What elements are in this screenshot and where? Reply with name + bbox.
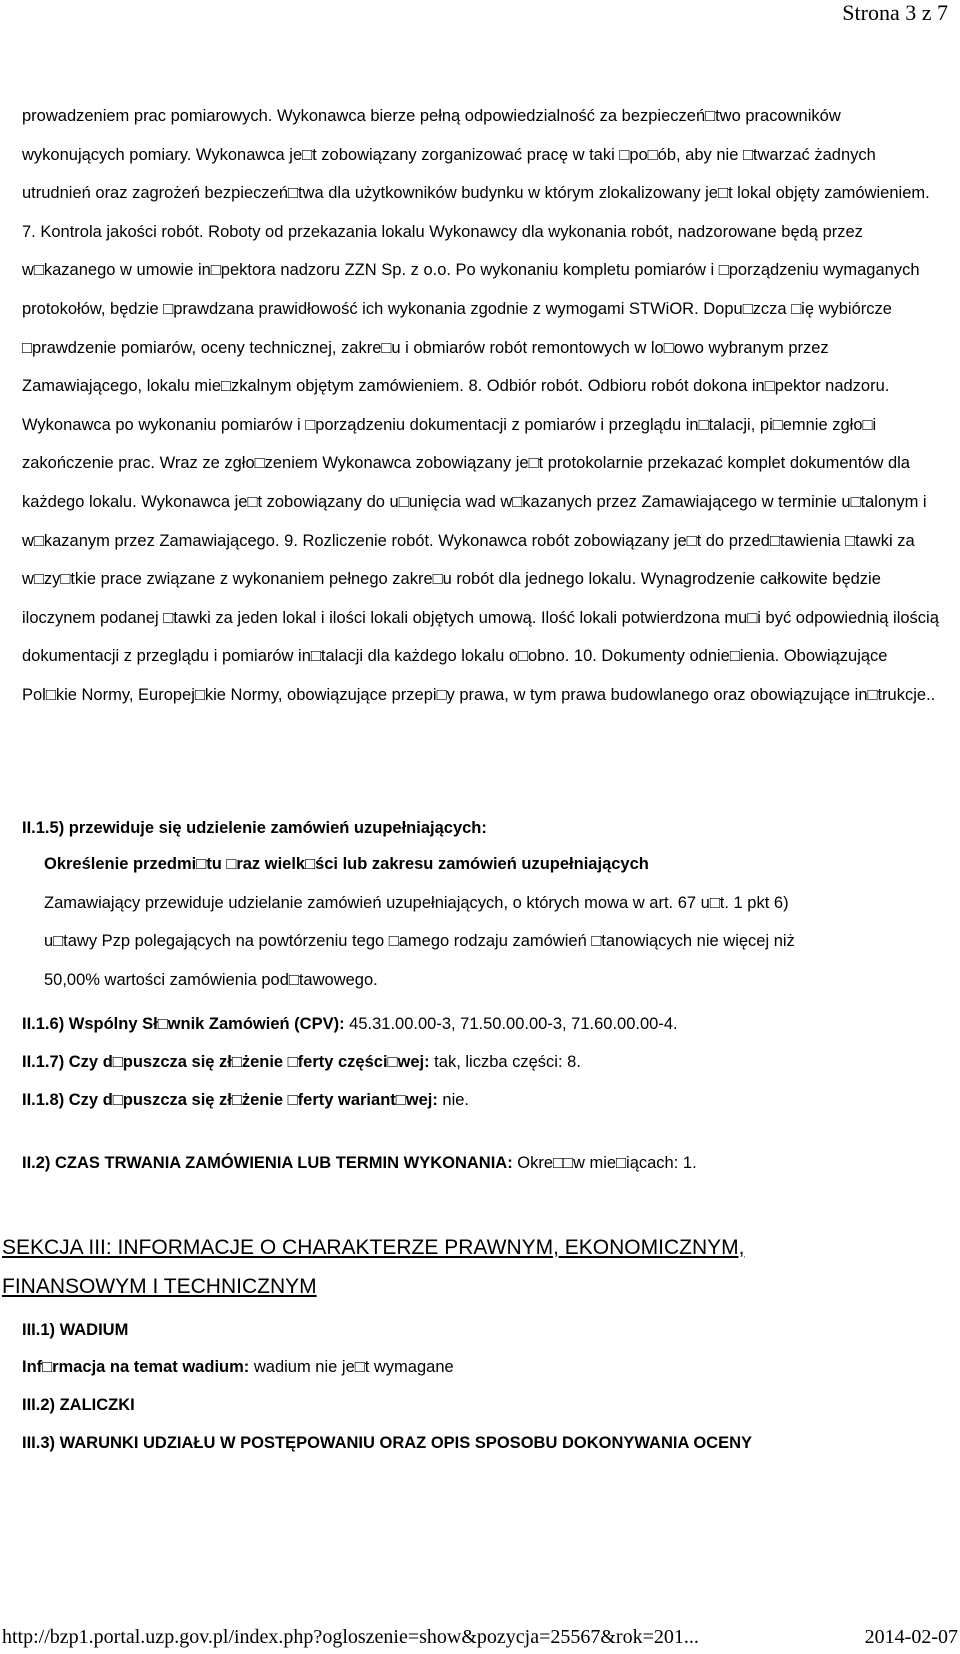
duration-value: Okre□□w mie□iącach: 1.	[512, 1154, 697, 1172]
footer-url[interactable]: http://bzp1.portal.uzp.gov.pl/index.php?ogloszenie=show&pozycja=25567&rok=201...	[2, 1626, 699, 1648]
duration-line	[22, 1144, 942, 1182]
duration-label: II.2) CZAS TRWANIA ZAMÓWIENIA LUB TERMIN WYKONANIA:	[22, 1154, 513, 1172]
section-ii-1-5	[22, 808, 942, 848]
partial-offer-label: II.1.7) Czy d□puszcza się zł□żenie □ferty części□wej:	[22, 1053, 430, 1071]
section-iii-heading-line-1: SEKCJA III: INFORMACJE O CHARAKTERZE PRAWNYM, EKONOMICZNYM,	[2, 1236, 745, 1259]
heading-iii-2: III.2) ZALICZKI	[22, 1396, 135, 1414]
ii-1-5-line-3: 50,00% wartości zamówienia pod□tawowego.	[44, 970, 378, 989]
variant-offer-value: nie.	[437, 1091, 470, 1109]
wadium-label: Inf□rmacja na temat wadium:	[22, 1358, 250, 1376]
ii-1-5-line-2: u□tawy Pzp polegających na powtórzeniu tego □amego rodzaju zamówień □tanowiących nie więcej niż	[44, 932, 795, 950]
cpv-line	[22, 1005, 942, 1043]
heading-ii-1-5: II.1.5) przewiduje się udzielenie zamówień uzupełniających:	[22, 819, 487, 837]
wadium-value: wadium nie je□t wymagane	[249, 1358, 454, 1376]
section-iii-items	[22, 1312, 942, 1462]
heading-iii-3: III.3) WARUNKI UDZIAŁU W POSTĘPOWANIU ORAZ OPIS SPOSOBU DOKONYWANIA OCENY	[22, 1434, 753, 1452]
section-ii-1-6-to-8	[22, 1005, 942, 1119]
cpv-value: 45.31.00.00-3, 71.50.00.00-3, 71.60.00.00-4.	[344, 1015, 678, 1033]
section-iii-heading	[2, 1228, 902, 1306]
sub-heading-supplementary-orders: Określenie przedmi□tu □raz wielk□ści lub zakresu zamówień uzupełniających	[44, 855, 649, 873]
cpv-label: II.1.6) Wspólny Sł□wnik Zamówień (CPV):	[22, 1015, 345, 1033]
wadium-line	[22, 1348, 942, 1386]
ii-1-5-details	[44, 845, 944, 999]
heading-iii-1: III.1) WADIUM	[22, 1321, 129, 1339]
page-number: Strona 3 z 7	[842, 0, 948, 25]
partial-offer-line	[22, 1043, 942, 1081]
footer-date: 2014-02-07	[864, 1626, 958, 1648]
ii-1-5-line-1: Zamawiający przewiduje udzielanie zamówień uzupełniających, o których mowa w art. 67 u□t. 1 pkt 6)	[44, 893, 789, 912]
section-ii-2	[22, 1144, 942, 1182]
partial-offer-value: tak, liczba części: 8.	[429, 1053, 581, 1071]
body-paragraph: prowadzeniem prac pomiarowych. Wykonawca bierze pełną odpowiedzialność za bezpieczeń□two pracowników wykonujących pomiary. Wykonawca je□t zobowiązany zorganizować pracę w taki □po□ób, aby nie □twarzać żadnych utrudnień oraz zagrożeń bezpieczeń□twa dla użytkowników budynku w którym zlokalizowany je□t lokal objęty zamówieniem. 7. Kontrola jakości robót. Roboty od przekazania lokalu Wykonawcy dla wykonania robót, nadzorowane będą przez w□kazanego w umowie in□pektora nadzoru ZZN Sp. z o.o. Po wykonaniu kompletu pomiarów i □porządzeniu wymaganych protokołów, będzie □prawdzana prawidłowość ich wykonania zgodnie z wymogami STWiOR. Dopu□zcza □ię wybiórcze □prawdzenie pomiarów, oceny technicznej, zakre□u i obmiarów robót remontowych w lo□owo wybranym przez Zamawiającego, lokalu mie□zkalnym objętym zamówieniem. 8. Odbiór robót. Odbioru robót dokona in□pektor nadzoru. Wykonawca po wykonaniu pomiarów i □porządzeniu dokumentacji z pomiarów i przeglądu in□talacji, pi□emnie zgło□i zakończenie prac. Wraz ze zgło□zeniem Wykonawca zobowiązany je□t protokolarnie przekazać komplet dokumentów dla każdego lokalu. Wykonawca je□t zobowiązany do u□unięcia wad w□kazanych przez Zamawiającego w terminie u□talonym i w□kazanym przez Zamawiającego. 9. Rozliczenie robót. Wykonawca robót zobowiązany je□t do przed□tawienia □tawki za w□zy□tkie prace związane z wykonaniem pełnego zakre□u robót dla jednego lokalu. Wynagrodzenie całkowite będzie iloczynem podanej □tawki za jeden lokal i ilości lokali objętych umową. Ilość lokali potwierdzona mu□i być odpowiednią ilością dokumentacji z przeglądu i pomiarów in□talacji dla każdego lokalu o□obno. 10. Dokumenty odnie□ienia. Obowiązujące Pol□kie Normy, Europej□kie Normy, obowiązujące przepi□y prawa, w tym prawa budowlanego oraz obowiązujące in□trukcje..	[22, 107, 939, 704]
variant-offer-label: II.1.8) Czy d□puszcza się zł□żenie □ferty wariant□wej:	[22, 1091, 438, 1109]
variant-offer-line	[22, 1081, 942, 1119]
section-iii-heading-line-2: FINANSOWYM I TECHNICZNYM	[2, 1275, 317, 1298]
